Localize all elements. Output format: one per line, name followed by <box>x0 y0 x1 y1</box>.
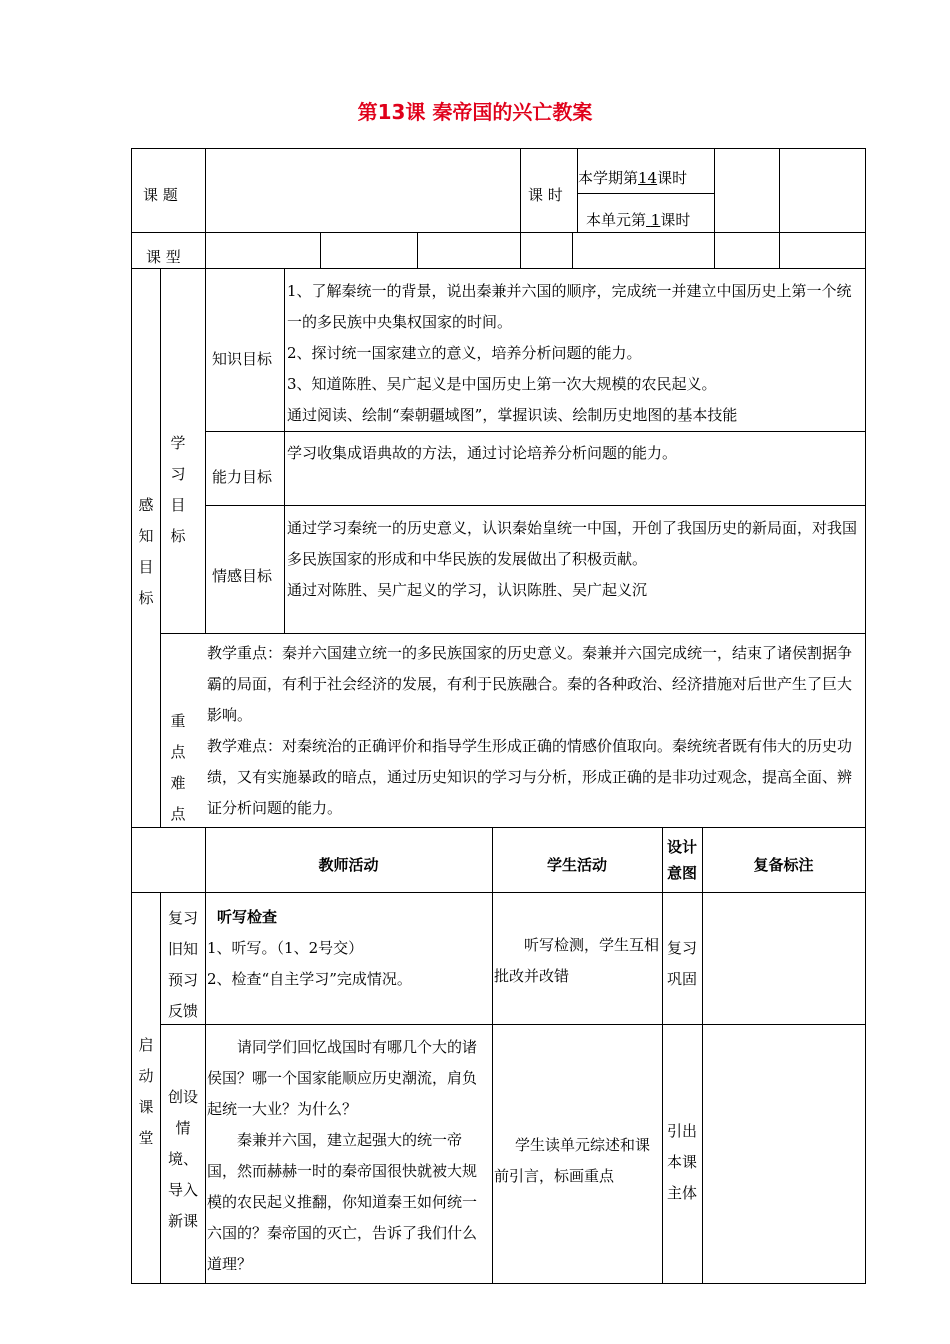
key-label: 重点难点 <box>170 712 196 823</box>
emotion-content <box>287 513 863 606</box>
intro-design: 引出本课主体 <box>666 1122 697 1202</box>
notes-header: 复备标注 <box>753 856 814 874</box>
knowledge-item: 3、知道陈胜、吴广起义是中国历史上第一次大规模的农民起义。 <box>287 375 717 393</box>
intro-student: 学生读单元综述和课前引言，标画重点 <box>494 1136 651 1185</box>
design-intent-header: 设计意图 <box>666 838 697 882</box>
knowledge-item: 1、了解秦统一的背景，说出秦兼并六国的顺序，完成统一并建立中国历史上第一个统一的多民族中央集权国家的时间。 <box>287 282 852 331</box>
ability-label: 能力目标 <box>212 468 273 486</box>
review-design: 复习巩固 <box>666 939 697 988</box>
period-label: 课 时 <box>528 186 563 204</box>
student-activity-header: 学生活动 <box>546 856 607 874</box>
key-item: 教学重点：秦并六国建立统一的多民族国家的历史意义。秦兼并六国完成统一，结束了诸侯割据争霸的局面，有利于社会经济的发展，有利于民族融合。秦的各种政治、经济措施对后世产生了巨大影响。 <box>207 644 853 724</box>
ability-text: 学习收集成语典故的方法，通过讨论培养分析问题的能力。 <box>287 444 678 462</box>
topic-label: 课 题 <box>143 186 178 204</box>
type-label: 课 型 <box>146 248 181 266</box>
teacher-activity-header: 教师活动 <box>318 856 379 874</box>
knowledge-content <box>287 276 863 431</box>
emotion-label: 情感目标 <box>212 567 273 585</box>
goals-label: 学习目标 <box>170 434 196 545</box>
startup-label: 启动课堂 <box>138 1036 154 1147</box>
intro-teacher-item: 请同学们回忆战国时有哪几个大的诸侯国？哪一个国家能顺应历史潮流，肩负起统一大业？为什么？ <box>207 1038 478 1118</box>
knowledge-item: 通过阅读、绘制“秦朝疆域图”，掌握识读、绘制历史地图的基本技能 <box>287 406 738 424</box>
intro-teacher <box>207 1032 490 1280</box>
perception-label: 感知目标 <box>138 496 154 607</box>
period-semester: 本学期第14课时 <box>578 169 688 187</box>
key-item: 教学难点：对秦统治的正确评价和指导学生形成正确的情感价值取向。秦统统者既有伟大的历史功绩，又有实施暴政的暗点，通过历史知识的学习与分析，形成正确的是非功过观念，提高全面、辨证分析问题的能力。 <box>207 737 853 817</box>
review-teacher-item: 2、检查“自主学习”完成情况。 <box>207 970 412 988</box>
page-title: 第13课 秦帝国的兴亡教案 <box>357 100 593 124</box>
period-unit: 本单元第 1课时 <box>586 211 691 229</box>
review-teacher-item: 1、听写。（1、2号交） <box>207 939 364 957</box>
knowledge-item: 2、探讨统一国家建立的意义，培养分析问题的能力。 <box>287 344 642 362</box>
intro-teacher-item: 秦兼并六国，建立起强大的统一帝国，然而赫赫一时的秦帝国很快就被大规模的农民起义推翻，你知道秦王如何统一六国的？秦帝国的灭亡，告诉了我们什么道理？ <box>207 1131 478 1273</box>
review-student: 听写检测，学生互相批改并改错 <box>494 936 660 985</box>
key-content <box>207 638 863 824</box>
emotion-item: 通过对陈胜、吴广起义的学习，认识陈胜、吴广起义沉 <box>287 581 648 599</box>
review-teacher-title: 听写检查 <box>217 908 278 926</box>
review-label: 复习旧知预习反馈 <box>167 909 198 1020</box>
knowledge-label: 知识目标 <box>212 350 273 368</box>
emotion-item: 通过学习秦统一的历史意义，认识秦始皇统一中国，开创了我国历史的新局面，对我国多民族国家的形成和中华民族的发展做出了积极贡献。 <box>287 519 858 568</box>
intro-label: 创设情境、导入新课 <box>167 1088 198 1230</box>
review-teacher <box>207 902 490 995</box>
